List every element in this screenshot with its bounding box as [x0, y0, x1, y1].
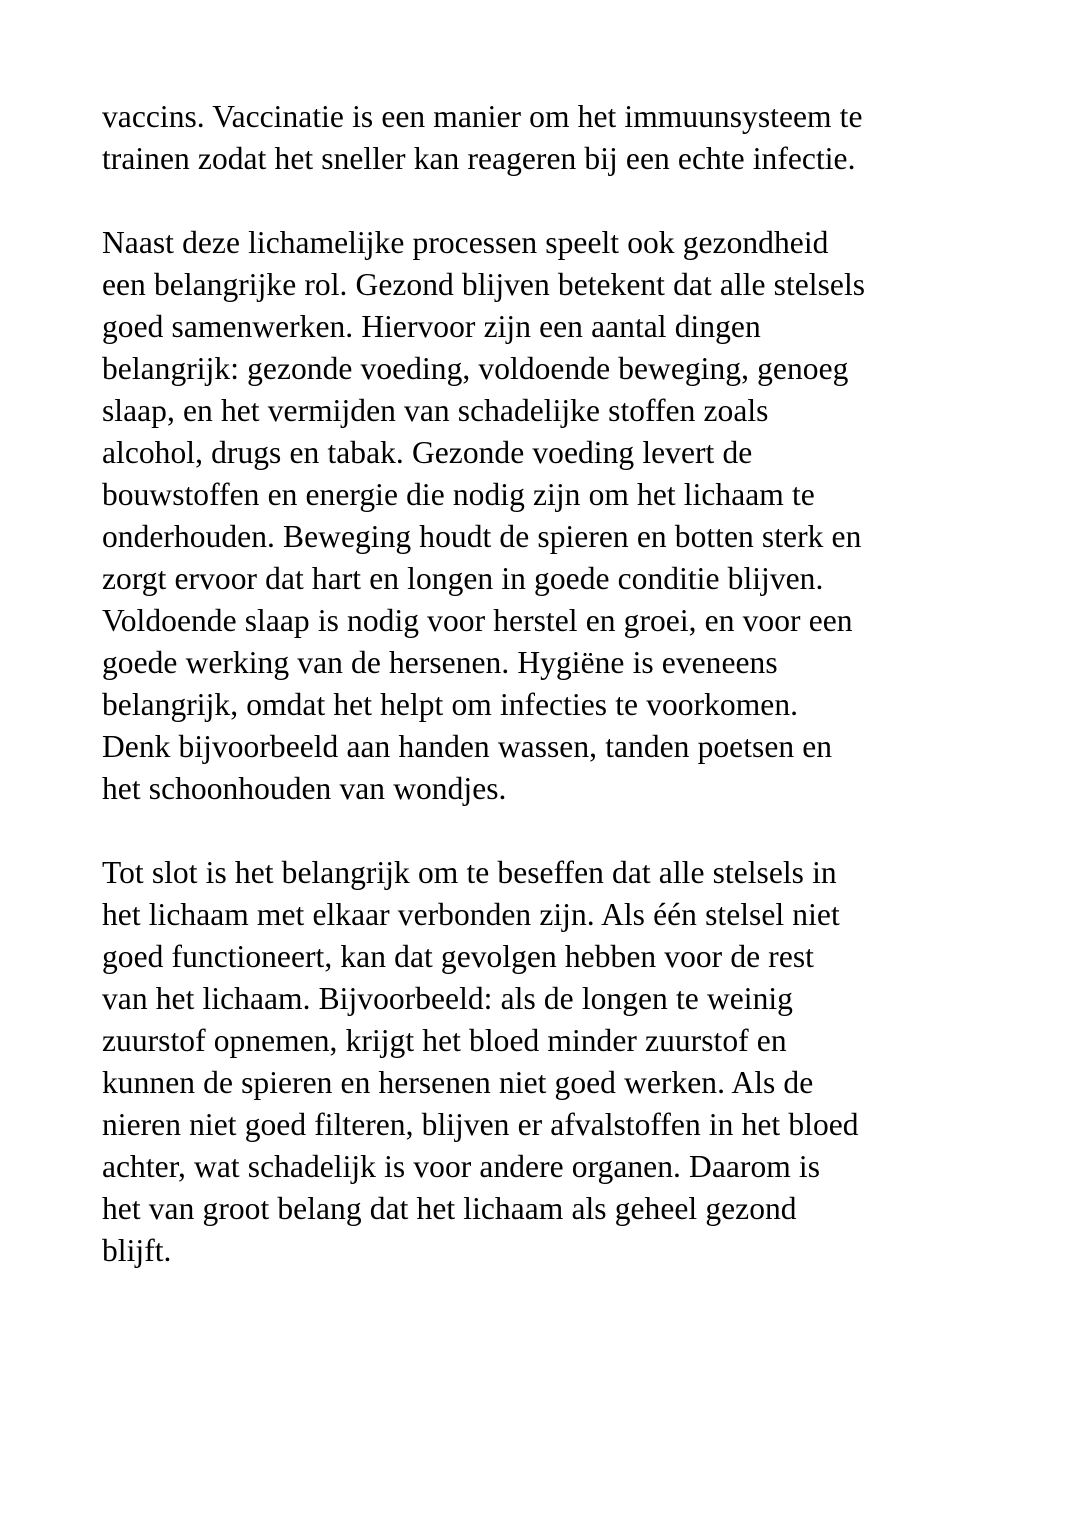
paragraph-vaccins	[102, 96, 980, 180]
text-line: zuurstof opnemen, krijgt het bloed minder zuurstof en	[102, 1023, 787, 1058]
document-body	[102, 96, 980, 1272]
text-line: onderhouden. Beweging houdt de spieren en botten sterk en	[102, 519, 862, 554]
text-line: het van groot belang dat het lichaam als geheel gezond	[102, 1191, 797, 1226]
text-line: zorgt ervoor dat hart en longen in goede conditie blijven.	[102, 561, 824, 596]
text-line: vaccins. Vaccinatie is een manier om het immuunsysteem te	[102, 99, 863, 134]
paragraph-gezondheid	[102, 222, 980, 810]
paragraph-samenhang	[102, 852, 980, 1272]
text-line: Voldoende slaap is nodig voor herstel en groei, en voor een	[102, 603, 853, 638]
text-line: goed functioneert, kan dat gevolgen hebben voor de rest	[102, 939, 814, 974]
text-line: goede werking van de hersenen. Hygiëne is eveneens	[102, 645, 778, 680]
text-line: belangrijk, omdat het helpt om infecties te voorkomen.	[102, 687, 799, 722]
text-line: slaap, en het vermijden van schadelijke stoffen zoals	[102, 393, 769, 428]
text-line: Tot slot is het belangrijk om te beseffen dat alle stelsels in	[102, 855, 837, 890]
text-line: het lichaam met elkaar verbonden zijn. Als één stelsel niet	[102, 897, 840, 932]
text-line: achter, wat schadelijk is voor andere organen. Daarom is	[102, 1149, 821, 1184]
text-line: Denk bijvoorbeeld aan handen wassen, tanden poetsen en	[102, 729, 833, 764]
text-line: Naast deze lichamelijke processen speelt ook gezondheid	[102, 225, 829, 260]
text-line: nieren niet goed filteren, blijven er afvalstoffen in het bloed	[102, 1107, 859, 1142]
text-line: bouwstoffen en energie die nodig zijn om het lichaam te	[102, 477, 815, 512]
text-line: goed samenwerken. Hiervoor zijn een aantal dingen	[102, 309, 761, 344]
text-line: alcohol, drugs en tabak. Gezonde voeding levert de	[102, 435, 753, 470]
text-line: van het lichaam. Bijvoorbeeld: als de longen te weinig	[102, 981, 793, 1016]
text-line: belangrijk: gezonde voeding, voldoende beweging, genoeg	[102, 351, 849, 386]
text-line: trainen zodat het sneller kan reageren bij een echte infectie.	[102, 141, 856, 176]
text-line: kunnen de spieren en hersenen niet goed werken. Als de	[102, 1065, 814, 1100]
text-line: een belangrijke rol. Gezond blijven betekent dat alle stelsels	[102, 267, 866, 302]
text-line: het schoonhouden van wondjes.	[102, 771, 507, 806]
text-line: blijft.	[102, 1233, 172, 1268]
